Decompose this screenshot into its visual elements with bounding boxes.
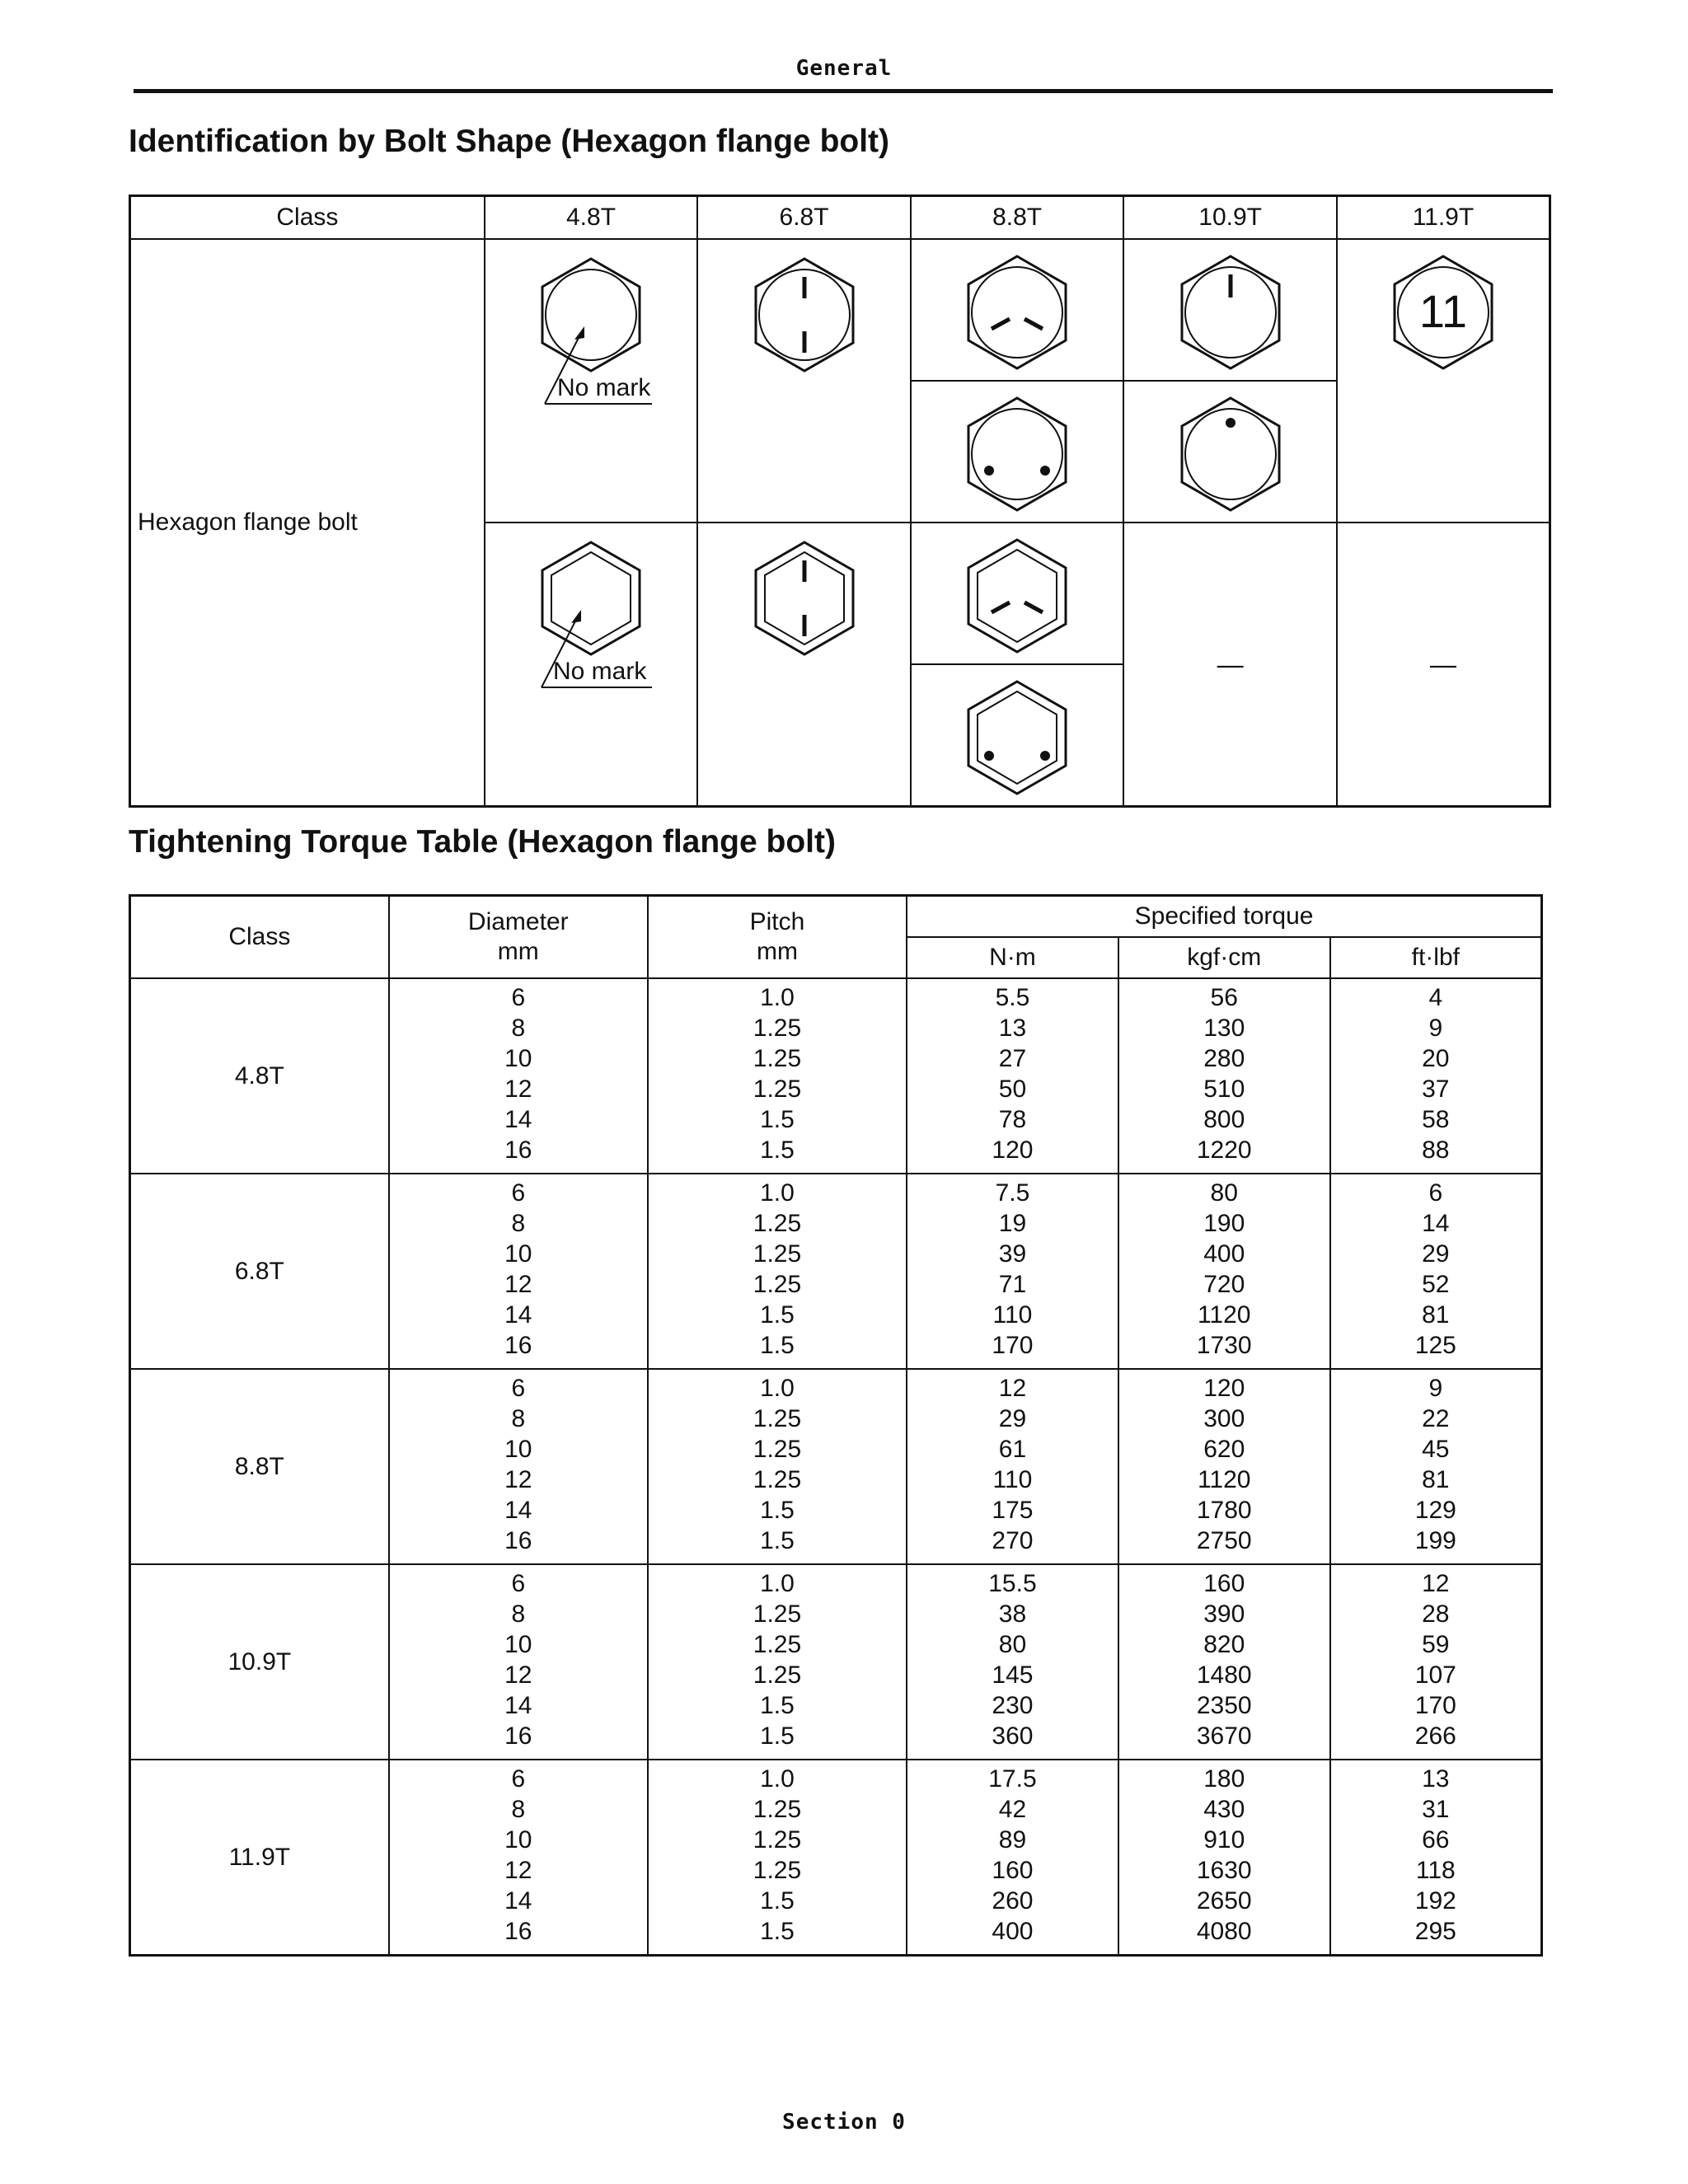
nm-value: 145 — [992, 1661, 1034, 1689]
nm-value: 13 — [998, 1015, 1027, 1042]
class-column-header: Class — [130, 896, 389, 979]
diameter-value: 8 — [511, 1601, 526, 1628]
diameter-value: 6 — [511, 1570, 526, 1597]
class-header: Class — [130, 196, 485, 240]
diameter-cell — [389, 1174, 648, 1369]
ftlbf-value: 45 — [1422, 1436, 1450, 1463]
diameter-cell — [389, 1369, 648, 1564]
nm-value: 27 — [998, 1045, 1027, 1072]
ftlbf-value: 52 — [1422, 1271, 1450, 1298]
ftlbf-value: 37 — [1422, 1076, 1450, 1103]
bolt-8-8t-type2b — [911, 664, 1124, 807]
nm-value: 42 — [998, 1796, 1027, 1823]
pitch-cell — [648, 1564, 907, 1760]
bolt-8-8t-type1a — [911, 239, 1124, 381]
pitch-cell — [648, 978, 907, 1174]
nm-value: 160 — [992, 1857, 1034, 1884]
pitch-column-header — [648, 896, 907, 979]
pitch-value: 1.25 — [753, 1405, 802, 1432]
identification-title: Identification by Bolt Shape (Hexagon flange bolt) — [129, 124, 890, 159]
pitch-value: 1.5 — [760, 1301, 795, 1329]
kgfcm-cell — [1118, 1564, 1330, 1760]
diameter-value: 8 — [511, 1796, 526, 1823]
diameter-value: 6 — [511, 1765, 526, 1793]
bolt-11-9t-mark-11-icon — [1339, 240, 1547, 380]
kgfcm-value: 1220 — [1196, 1137, 1252, 1164]
diameter-cell — [389, 978, 648, 1174]
no-mark-label: No mark — [557, 374, 651, 401]
pitch-value: 1.25 — [753, 1601, 802, 1628]
kgfcm-value: 910 — [1203, 1826, 1245, 1854]
kgfcm-value: 280 — [1203, 1045, 1245, 1072]
bolt-4-8t-no-mark-double-hex-icon — [487, 526, 695, 803]
nm-column-header: N·m — [907, 937, 1118, 978]
pitch-value: 1.25 — [753, 1826, 802, 1854]
torque-table — [129, 894, 1543, 1957]
diameter-value: 14 — [504, 1692, 532, 1719]
diameter-value: 16 — [504, 1722, 532, 1750]
diameter-value: 14 — [504, 1106, 532, 1133]
ftlbf-value: 81 — [1422, 1301, 1450, 1329]
pitch-value: 1.25 — [753, 1631, 802, 1658]
pitch-value: 1.5 — [760, 1106, 795, 1133]
class-cell: 11.9T — [130, 1760, 389, 1956]
bolt-8-8t-two-dots-double-hex-icon — [913, 665, 1121, 805]
kgfcm-value: 510 — [1203, 1076, 1245, 1103]
pitch-value: 1.5 — [760, 1692, 795, 1719]
diameter-value: 10 — [504, 1240, 532, 1268]
nm-value: 29 — [998, 1405, 1027, 1432]
pitch-value: 1.5 — [760, 1527, 795, 1554]
kgfcm-cell — [1118, 1174, 1330, 1369]
diameter-value: 12 — [504, 1271, 532, 1298]
diameter-value: 16 — [504, 1137, 532, 1164]
diameter-value: 12 — [504, 1857, 532, 1884]
ftlbf-value: 170 — [1414, 1692, 1456, 1719]
bolt-10-9t-one-line-icon — [1127, 240, 1334, 380]
ftlbf-value: 66 — [1422, 1826, 1450, 1854]
pitch-value: 1.25 — [753, 1015, 802, 1042]
nm-value: 110 — [992, 1301, 1033, 1329]
pitch-cell — [648, 1369, 907, 1564]
class-10-9t-header: 10.9T — [1123, 196, 1337, 240]
diameter-cell — [389, 1760, 648, 1956]
class-8-8t-header: 8.8T — [911, 196, 1124, 240]
bolt-11-9t-type1 — [1337, 239, 1550, 523]
nm-cell — [907, 1760, 1118, 1956]
nm-value: 110 — [992, 1466, 1033, 1493]
kgfcm-cell — [1118, 978, 1330, 1174]
pitch-value: 1.25 — [753, 1857, 802, 1884]
table-row — [130, 1369, 1542, 1564]
table-row — [130, 978, 1542, 1174]
ftlbf-cell — [1330, 1174, 1542, 1369]
kgfcm-value: 620 — [1203, 1436, 1245, 1463]
class-6-8t-header: 6.8T — [697, 196, 911, 240]
pitch-header-unit: mm — [756, 938, 798, 965]
not-applicable-dash: — — [1217, 649, 1244, 679]
kgfcm-value: 430 — [1203, 1796, 1245, 1823]
no-mark-label: No mark — [553, 658, 647, 685]
ftlbf-cell — [1330, 1564, 1542, 1760]
nm-value: 270 — [992, 1527, 1034, 1554]
pitch-cell — [648, 1760, 907, 1956]
diameter-value: 10 — [504, 1045, 532, 1072]
bolt-10-9t-type1b — [1123, 381, 1337, 523]
bolt-6-8t-type2 — [697, 523, 911, 807]
diameter-value: 14 — [504, 1301, 532, 1329]
kgfcm-value: 160 — [1203, 1570, 1245, 1597]
bolt-11-9t-type2 — [1337, 523, 1550, 807]
kgfcm-value: 300 — [1203, 1405, 1245, 1432]
kgfcm-value: 1120 — [1197, 1466, 1251, 1493]
diameter-value: 16 — [504, 1332, 532, 1359]
ftlbf-value: 81 — [1422, 1466, 1450, 1493]
page-footer: Section 0 — [782, 2110, 906, 2135]
nm-value: 400 — [992, 1918, 1034, 1945]
ftlbf-value: 6 — [1428, 1179, 1443, 1207]
kgfcm-value: 820 — [1203, 1631, 1245, 1658]
diameter-value: 16 — [504, 1527, 532, 1554]
class-cell: 10.9T — [130, 1564, 389, 1760]
bolt-6-8t-two-lines-icon — [701, 242, 908, 519]
kgfcm-value: 190 — [1203, 1210, 1245, 1237]
pitch-value: 1.25 — [753, 1045, 802, 1072]
diameter-value: 12 — [504, 1076, 532, 1103]
ftlbf-value: 14 — [1422, 1210, 1450, 1237]
diameter-value: 8 — [511, 1015, 526, 1042]
diameter-header-label: Diameter — [467, 908, 569, 935]
table-row — [130, 1174, 1542, 1369]
nm-cell — [907, 978, 1118, 1174]
torque-table-body — [130, 978, 1542, 1956]
ftlbf-value: 20 — [1422, 1045, 1450, 1072]
diameter-value: 6 — [511, 1179, 526, 1207]
kgfcm-value: 1630 — [1196, 1857, 1252, 1884]
pitch-header-label: Pitch — [749, 908, 805, 935]
bolt-8-8t-type1b — [911, 381, 1124, 523]
ftlbf-value: 107 — [1414, 1661, 1456, 1689]
bolt-6-8t-two-lines-double-hex-icon — [701, 526, 908, 803]
kgfcm-value: 720 — [1203, 1271, 1245, 1298]
pitch-value: 1.0 — [760, 1765, 795, 1793]
nm-value: 89 — [998, 1826, 1027, 1854]
ftlbf-value: 4 — [1428, 984, 1443, 1011]
kgfcm-value: 3670 — [1196, 1722, 1252, 1750]
ftlbf-value: 295 — [1414, 1918, 1456, 1945]
kgfcm-value: 4080 — [1196, 1918, 1252, 1945]
nm-value: 19 — [998, 1210, 1027, 1237]
ftlbf-value: 29 — [1422, 1240, 1450, 1268]
nm-value: 61 — [998, 1436, 1027, 1463]
kgfcm-value: 130 — [1203, 1015, 1245, 1042]
ftlbf-value: 31 — [1422, 1796, 1450, 1823]
diameter-value: 6 — [511, 1375, 526, 1402]
kgfcm-cell — [1118, 1760, 1330, 1956]
nm-value: 120 — [992, 1137, 1034, 1164]
ftlbf-value: 88 — [1422, 1137, 1450, 1164]
ftlbf-value: 9 — [1428, 1375, 1443, 1402]
table-row — [130, 1564, 1542, 1760]
mark-11-text: 11 — [1418, 285, 1468, 337]
ftlbf-value: 9 — [1428, 1015, 1443, 1042]
kgfcm-value: 800 — [1203, 1106, 1245, 1133]
bolt-10-9t-one-dot-icon — [1127, 382, 1334, 522]
nm-value: 360 — [992, 1722, 1034, 1750]
ftlbf-value: 192 — [1414, 1887, 1456, 1915]
pitch-value: 1.0 — [760, 984, 795, 1011]
kgfcm-value: 1730 — [1196, 1332, 1252, 1359]
kgfcm-value: 1480 — [1196, 1661, 1252, 1689]
nm-value: 230 — [992, 1692, 1034, 1719]
nm-cell — [907, 1369, 1118, 1564]
diameter-header-unit: mm — [497, 938, 539, 965]
page-header: General — [795, 56, 893, 81]
diameter-cell — [389, 1564, 648, 1760]
bolt-10-9t-type1a — [1123, 239, 1337, 381]
pitch-value: 1.25 — [753, 1436, 802, 1463]
diameter-value: 12 — [504, 1466, 532, 1493]
bolt-8-8t-three-lines-double-hex-icon — [913, 523, 1121, 663]
nm-value: 71 — [998, 1271, 1027, 1298]
bolt-shape-row — [130, 239, 1550, 381]
diameter-value: 10 — [504, 1826, 532, 1854]
kgfcm-value: 80 — [1210, 1179, 1238, 1207]
pitch-value: 1.5 — [760, 1722, 795, 1750]
ftlbf-value: 12 — [1422, 1570, 1450, 1597]
kgfcm-value: 2650 — [1196, 1887, 1252, 1915]
class-cell: 4.8T — [130, 978, 389, 1174]
pitch-value: 1.0 — [760, 1570, 795, 1597]
nm-value: 260 — [992, 1887, 1034, 1915]
identification-header-row — [130, 196, 1550, 240]
diameter-value: 10 — [504, 1436, 532, 1463]
kgfcm-value: 390 — [1203, 1601, 1245, 1628]
nm-value: 50 — [998, 1076, 1027, 1103]
diameter-column-header — [389, 896, 648, 979]
ftlbf-value: 125 — [1414, 1332, 1456, 1359]
nm-value: 78 — [998, 1106, 1027, 1133]
bolt-8-8t-three-lines-icon — [913, 240, 1121, 380]
bolt-4-8t-type2 — [485, 523, 698, 807]
header-rule — [134, 89, 1553, 93]
torque-table-title: Tightening Torque Table (Hexagon flange bolt) — [129, 824, 836, 860]
diameter-value: 14 — [504, 1497, 532, 1524]
ftlbf-column-header: ft·lbf — [1330, 937, 1542, 978]
ftlbf-value: 59 — [1422, 1631, 1450, 1658]
ftlbf-value: 13 — [1422, 1765, 1450, 1793]
nm-value: 7.5 — [995, 1179, 1030, 1207]
class-cell: 6.8T — [130, 1174, 389, 1369]
kgfcm-value: 1780 — [1196, 1497, 1252, 1524]
nm-value: 17.5 — [988, 1765, 1037, 1793]
nm-value: 12 — [998, 1375, 1027, 1402]
nm-value: 5.5 — [995, 984, 1030, 1011]
kgfcm-value: 56 — [1210, 984, 1238, 1011]
ftlbf-cell — [1330, 978, 1542, 1174]
kgfcm-value: 400 — [1203, 1240, 1245, 1268]
bolt-8-8t-two-dots-icon — [913, 382, 1121, 522]
pitch-value: 1.25 — [753, 1661, 802, 1689]
ftlbf-value: 58 — [1422, 1106, 1450, 1133]
kgfcm-value: 180 — [1203, 1765, 1245, 1793]
diameter-value: 16 — [504, 1918, 532, 1945]
pitch-value: 1.25 — [753, 1466, 802, 1493]
kgfcm-column-header: kgf·cm — [1118, 937, 1330, 978]
ftlbf-value: 28 — [1422, 1601, 1450, 1628]
ftlbf-value: 199 — [1414, 1527, 1456, 1554]
nm-value: 175 — [992, 1497, 1034, 1524]
diameter-value: 14 — [504, 1887, 532, 1915]
bolt-8-8t-type2a — [911, 523, 1124, 664]
pitch-value: 1.5 — [760, 1137, 795, 1164]
pitch-cell — [648, 1174, 907, 1369]
nm-cell — [907, 1564, 1118, 1760]
bolt-4-8t-type1 — [485, 239, 698, 523]
nm-cell — [907, 1174, 1118, 1369]
pitch-value: 1.25 — [753, 1796, 802, 1823]
nm-value: 39 — [998, 1240, 1027, 1268]
diameter-value: 10 — [504, 1631, 532, 1658]
pitch-value: 1.25 — [753, 1271, 802, 1298]
nm-value: 80 — [998, 1631, 1027, 1658]
pitch-value: 1.0 — [760, 1375, 795, 1402]
pitch-value: 1.5 — [760, 1497, 795, 1524]
identification-table — [129, 194, 1551, 808]
bolt-10-9t-type2 — [1123, 523, 1337, 807]
ftlbf-value: 22 — [1422, 1405, 1450, 1432]
kgfcm-value: 2750 — [1196, 1527, 1252, 1554]
pitch-value: 1.0 — [760, 1179, 795, 1207]
kgfcm-value: 120 — [1203, 1375, 1245, 1402]
class-11-9t-header: 11.9T — [1337, 196, 1550, 240]
diameter-value: 6 — [511, 984, 526, 1011]
bolt-4-8t-no-mark-icon — [487, 242, 695, 519]
diameter-value: 8 — [511, 1210, 526, 1237]
bolt-6-8t-type1 — [697, 239, 911, 523]
ftlbf-cell — [1330, 1369, 1542, 1564]
diameter-value: 8 — [511, 1405, 526, 1432]
ftlbf-value: 266 — [1414, 1722, 1456, 1750]
pitch-value: 1.5 — [760, 1332, 795, 1359]
pitch-value: 1.25 — [753, 1240, 802, 1268]
hexagon-flange-bolt-label: Hexagon flange bolt — [130, 239, 485, 807]
torque-header-row — [130, 896, 1542, 938]
pitch-value: 1.5 — [760, 1887, 795, 1915]
ftlbf-value: 118 — [1415, 1857, 1456, 1884]
pitch-value: 1.25 — [753, 1210, 802, 1237]
nm-value: 170 — [992, 1332, 1034, 1359]
table-row — [130, 1760, 1542, 1956]
class-4-8t-header: 4.8T — [485, 196, 698, 240]
specified-torque-header: Specified torque — [907, 896, 1541, 938]
diameter-value: 12 — [504, 1661, 532, 1689]
pitch-value: 1.25 — [753, 1076, 802, 1103]
kgfcm-cell — [1118, 1369, 1330, 1564]
ftlbf-value: 129 — [1414, 1497, 1456, 1524]
ftlbf-cell — [1330, 1760, 1542, 1956]
kgfcm-value: 2350 — [1196, 1692, 1252, 1719]
pitch-value: 1.5 — [760, 1918, 795, 1945]
nm-value: 38 — [998, 1601, 1027, 1628]
not-applicable-dash: — — [1429, 649, 1456, 679]
kgfcm-value: 1120 — [1197, 1301, 1251, 1329]
class-cell: 8.8T — [130, 1369, 389, 1564]
nm-value: 15.5 — [988, 1570, 1037, 1597]
